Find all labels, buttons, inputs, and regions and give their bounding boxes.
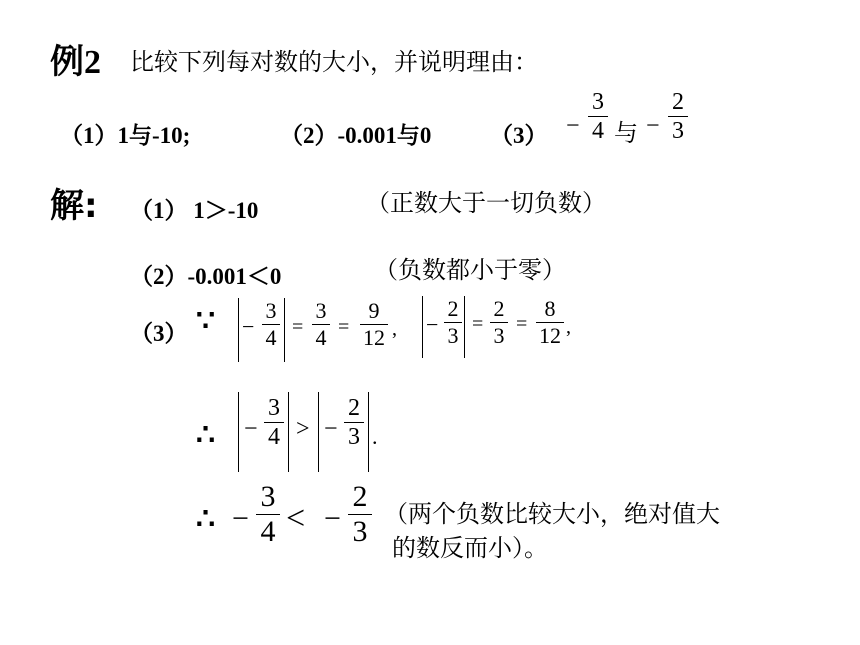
conclusion-fraction-2 [348,482,372,547]
fraction-numerator: 3 [260,480,276,513]
solution-label: 解: [50,186,98,226]
solution-step-3-label: （3） [130,321,188,346]
conclusion-minus-2: − [324,502,341,535]
eq1-fraction-3 [360,300,388,349]
eq2-fraction-2 [490,298,508,347]
example-prompt: 比较下列每对数的大小，并说明理由： [130,48,538,76]
because-symbol: ∵ [196,305,216,338]
abs-bar-left [422,296,423,358]
eq1-fraction-2 [312,300,330,349]
eq2-comma: , [566,316,571,338]
abs-bar-right [368,392,369,472]
abs-bar-right [464,296,465,358]
eq1-comma: , [392,318,397,340]
eq2-equals-2: = [516,313,528,335]
fraction-numerator: 9 [368,298,380,323]
item-3-label: （3） [490,123,548,148]
compare-minus-1: − [244,416,258,442]
fraction-numerator: 3 [592,89,604,115]
compare-fraction-2 [344,396,364,449]
compare-fraction-1 [264,396,284,449]
fraction-denominator: 3 [352,515,368,548]
item-1: （1）1与-10; [60,123,191,148]
solution-reason-3-line-2: 的数反而小）。 [392,534,548,562]
solution-step-2: （2）-0.001＜0 [130,264,282,289]
therefore-symbol: ∴ [196,419,216,452]
item-3-fraction-1 [588,90,608,143]
item-2: （2）-0.001与0 [280,123,432,148]
eq2-fraction-3 [536,298,564,347]
compare-greater: > [296,416,310,442]
conclusion-fraction-1 [256,482,280,547]
abs-bar-right [284,298,285,362]
eq1-fraction-1 [262,300,280,349]
abs-bar-left [238,392,239,472]
solution-reason-2: （负数都小于零） [374,256,566,284]
compare-minus-2: − [324,416,338,442]
conclusion-minus-1: − [232,502,249,535]
fraction-denominator: 12 [539,323,561,348]
conclusion-less: < [286,500,306,537]
solution-reason-3-line-1: （两个负数比较大小，绝对值大 [384,500,720,528]
fraction-denominator: 3 [447,323,459,348]
fraction-numerator: 2 [447,296,459,321]
fraction-denominator: 3 [672,118,684,144]
fraction-numerator: 3 [315,298,327,323]
fraction-denominator: 4 [265,325,277,350]
item-3-conjunction: 与 [614,119,638,147]
fraction-numerator: 3 [265,298,277,323]
therefore-symbol: ∴ [196,503,216,536]
fraction-denominator: 4 [268,424,280,450]
eq1-minus: − [242,314,255,339]
fraction-denominator: 4 [260,515,276,548]
compare-period: . [372,424,378,449]
abs-bar-left [238,298,239,362]
fraction-numerator: 2 [352,480,368,513]
fraction-numerator: 8 [544,296,556,321]
fraction-numerator: 3 [268,395,280,421]
example-title: 例2 [50,44,101,81]
eq2-equals-1: = [472,313,484,335]
fraction-denominator: 12 [363,325,385,350]
solution-step-1: （1） 1＞-10 [130,198,259,223]
eq2-minus: − [426,312,439,337]
eq1-equals-1: = [292,316,304,338]
eq2-fraction-1 [444,298,462,347]
fraction-numerator: 2 [493,296,505,321]
abs-bar-left [318,392,319,472]
fraction-denominator: 3 [348,424,360,450]
item-3-minus-1: − [566,113,580,139]
item-3-minus-2: − [646,113,660,139]
fraction-numerator: 2 [672,89,684,115]
fraction-denominator: 4 [592,118,604,144]
abs-bar-right [288,392,289,472]
solution-reason-1: （正数大于一切负数） [366,189,606,217]
eq1-equals-2: = [338,316,350,338]
fraction-denominator: 4 [315,325,327,350]
fraction-numerator: 2 [348,395,360,421]
item-3-fraction-2 [668,90,688,143]
fraction-denominator: 3 [493,323,505,348]
